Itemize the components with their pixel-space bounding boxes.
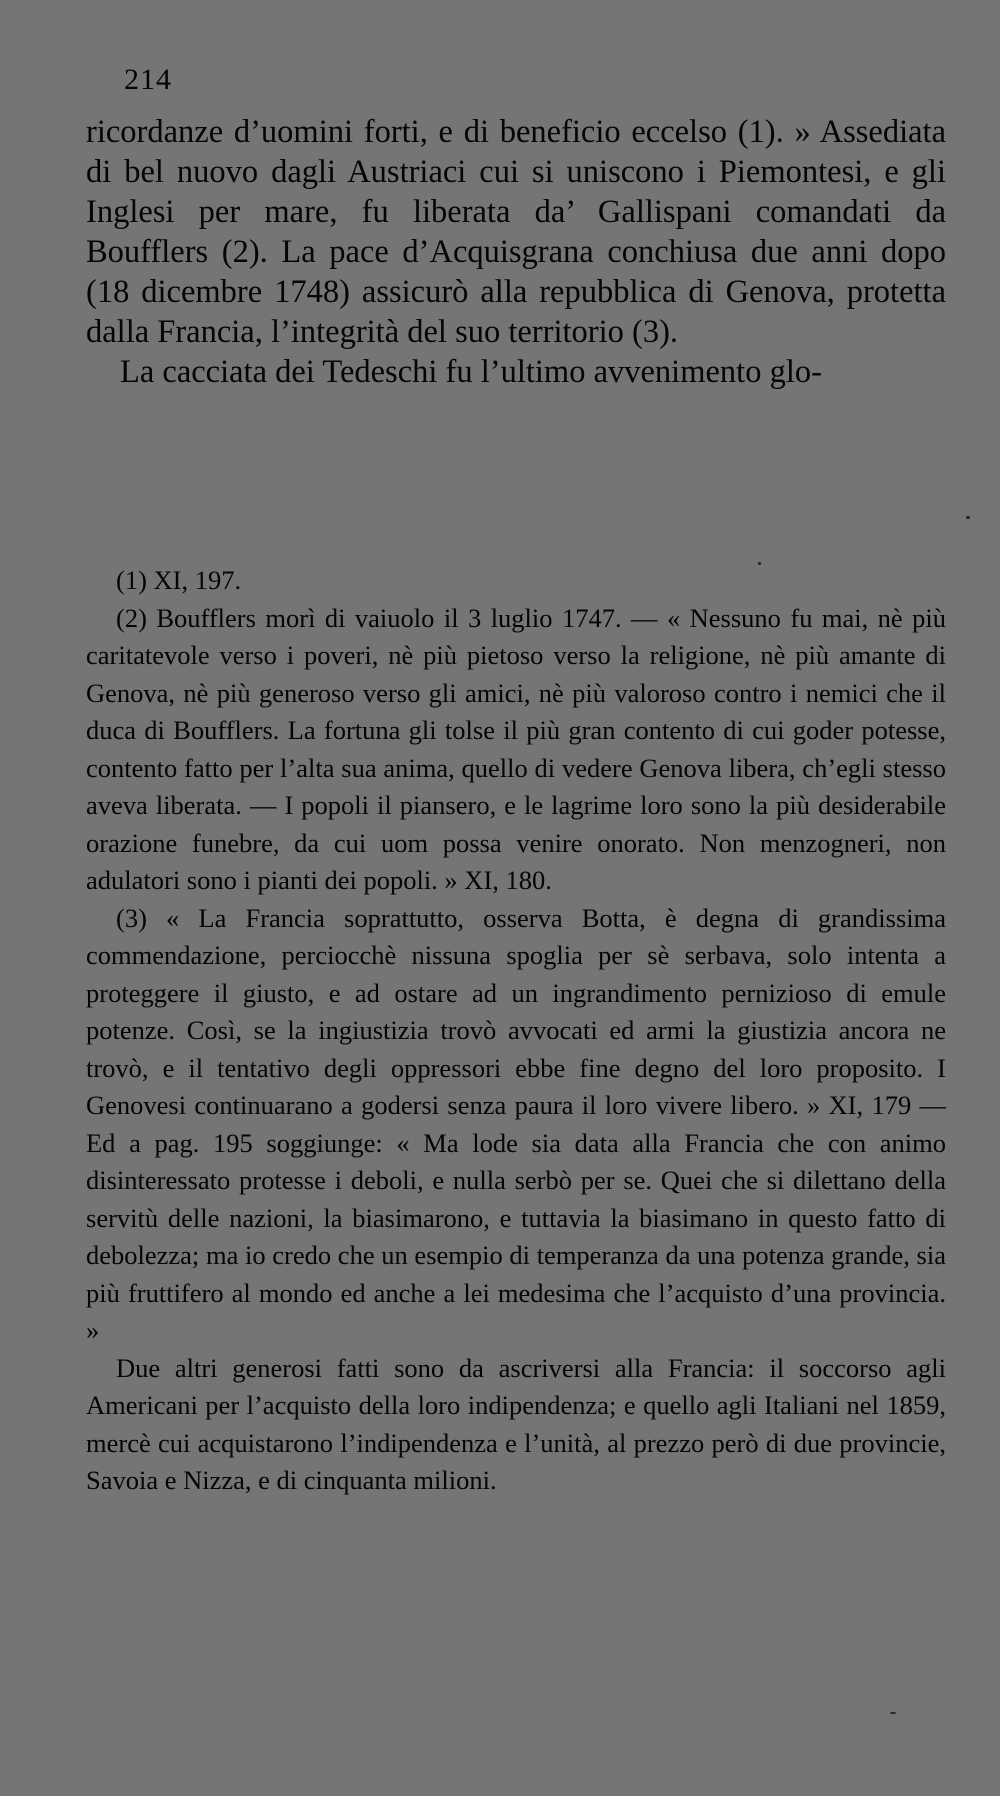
- main-paragraph-continuation: ricordanze d’uomini forti, e di beneficio eccelso (1). » Assediata di bel nuovo dagli Austriaci cui si uniscono i Piemontesi, e gli Inglesi per mare, fu liberata da’ Gallispani comandati da Boufflers (2). La pace d’Acquisgrana conchiusa due anni dopo (18 dicembre 1748) assicurò alla repubblica di Genova, protetta dalla Francia, l’integrità del suo territorio (3).: [86, 114, 946, 350]
- footnote-addendum: Due altri generosi fatti sono da ascriversi alla Francia: il soccorso agli Americani per l’acquisto della loro indipendenza; e quello agli Italiani nel 1859, mercè cui acquistarono l’indipendenza e l’unità, al prezzo però di due provincie, Savoia e Nizza, e di cinquanta milioni.: [86, 1352, 946, 1495]
- footnotes: [86, 562, 946, 1500]
- main-paragraph-new: La cacciata dei Tedeschi fu l’ultimo avvenimento glo-: [120, 354, 822, 390]
- main-text: [86, 112, 946, 392]
- page-number: 214: [124, 63, 172, 96]
- print-speck: [758, 562, 761, 565]
- footnote-2: (2) Boufflers morì di vaiuolo il 3 luglio 1747. — « Nessuno fu mai, nè più caritatevole verso i poveri, nè più pietoso verso la religione, nè più amante di Genova, nè più generoso verso gli amici, nè più valoroso contro i nemici che il duca di Boufflers. La fortuna gli tolse il più gran contento di cui goder potesse, contento fatto per l’alta sua anima, quello di vedere Genova libera, ch’egli stesso aveva liberata. — I popoli il piansero, e le lagrime loro sono la più desiderabile orazione funebre, da cui uom possa venire onorato. Non menzogneri, non adulatori sono i pianti dei popoli. » XI, 180.: [86, 602, 946, 895]
- print-speck: [966, 516, 970, 519]
- footnote-3: (3) « La Francia soprattutto, osserva Botta, è degna di grandissima commendazione, perciocchè nissuna spoglia per sè serbava, solo intenta a proteggere il giusto, e ad ostare ad un ingrandimento pernizioso di emule potenze. Così, se la ingiustizia trovò avvocati ed armi la giustizia ancora ne trovò, e il tentativo degli oppressori ebbe fine degno del loro proposito. I Genovesi continuarano a godersi senza paura il loro vivere libero. » XI, 179 — Ed a pag. 195 soggiunge: « Ma lode sia data alla Francia che con animo disinteressato protesse i deboli, e nulla serbò per se. Quei che si dilettano della servitù delle nazioni, la biasimarono, e tuttavia la biasimano in questo fatto di debolezza; ma io credo che un esempio di temperanza da una potenza grande, sia più fruttifero al mondo ed anche a lei medesima che l’acquisto d’una provincia. »: [86, 902, 946, 1345]
- print-speck: [890, 1712, 896, 1714]
- footnote-1: (1) XI, 197.: [116, 565, 242, 595]
